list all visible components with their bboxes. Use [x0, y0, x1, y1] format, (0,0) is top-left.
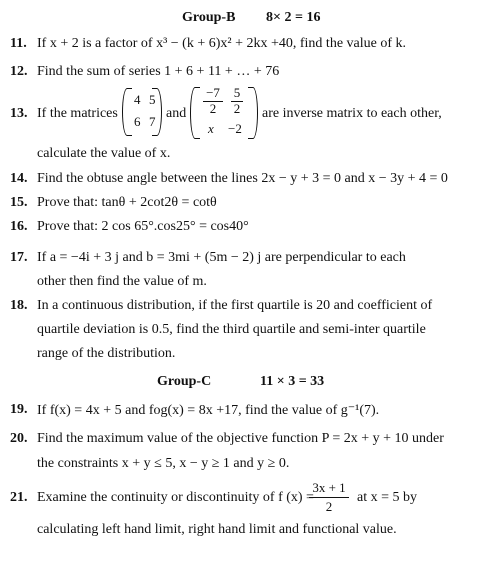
question-21-post: at x = 5 by	[357, 490, 417, 505]
question-14-text: Find the obtuse angle between the lines 2x − y + 3 = 0 and x − 3y + 4 = 0	[37, 171, 448, 186]
group-c-marks: 11 × 3 = 33	[260, 374, 325, 389]
question-21-fraction-numerator: 3x + 1	[312, 480, 346, 495]
matrix-a: 4 5 6 7	[122, 88, 162, 134]
question-17-line-2: other then find the value of m.	[37, 274, 207, 289]
question-12-text: Find the sum of series 1 + 6 + 11 + … + 76	[37, 64, 280, 79]
question-11-text: If x + 2 is a factor of x³ − (k + 6)x² + 2kx +40, find the value of k.	[37, 36, 407, 51]
group-c-title: Group-C	[157, 374, 212, 389]
question-number: 18.	[10, 298, 28, 313]
question-19-text: If f(x) = 4x + 5 and fog(x) = 8x +17, find the value of g⁻¹(7).	[37, 403, 380, 418]
group-b-title: Group-B	[182, 10, 236, 25]
question-number: 14.	[10, 171, 28, 186]
question-13-pre: If the matrices	[37, 106, 118, 121]
question-number: 16.	[10, 219, 28, 234]
question-18-line-2: quartile deviation is 0.5, find the third quartile and semi-inter quartile	[37, 322, 426, 337]
question-13-and: and	[166, 106, 187, 121]
question-number: 12.	[10, 64, 28, 79]
question-number: 17.	[10, 250, 28, 265]
question-21-fraction-denominator: 2	[325, 499, 333, 514]
question-21-line-2: calculating left hand limit, right hand limit and functional value.	[37, 522, 397, 537]
question-number: 21.	[10, 490, 28, 505]
question-20-line-1: Find the maximum value of the objective function P = 2x + y + 10 under	[37, 431, 444, 446]
question-number: 11.	[10, 36, 27, 51]
question-number: 15.	[10, 195, 28, 210]
question-number: 19.	[10, 402, 28, 417]
question-20-line-2: the constraints x + y ≤ 5, x − y ≥ 1 and y ≥ 0.	[37, 456, 290, 471]
matrix-b: −7 2 5 2 x −2	[190, 83, 260, 139]
question-15-text: Prove that: tanθ + 2cot2θ = cotθ	[37, 195, 217, 210]
question-18-line-1: In a continuous distribution, if the first quartile is 20 and coefficient of	[37, 298, 433, 313]
question-18-line-3: range of the distribution.	[37, 346, 176, 361]
question-number: 13.	[10, 106, 28, 121]
question-21-pre: Examine the continuity or discontinuity of f (x) =	[37, 490, 314, 505]
group-b-marks: 8× 2 = 16	[266, 10, 321, 25]
question-13-continuation: calculate the value of x.	[37, 146, 171, 161]
question-13-post: are inverse matrix to each other,	[262, 106, 442, 121]
question-number: 20.	[10, 431, 28, 446]
question-17-line-1: If a = −4i + 3 j and b = 3mi + (5m − 2) j are perpendicular to each	[37, 250, 406, 265]
question-16-text: Prove that: 2 cos 65°.cos25° = cos40°	[37, 219, 249, 234]
